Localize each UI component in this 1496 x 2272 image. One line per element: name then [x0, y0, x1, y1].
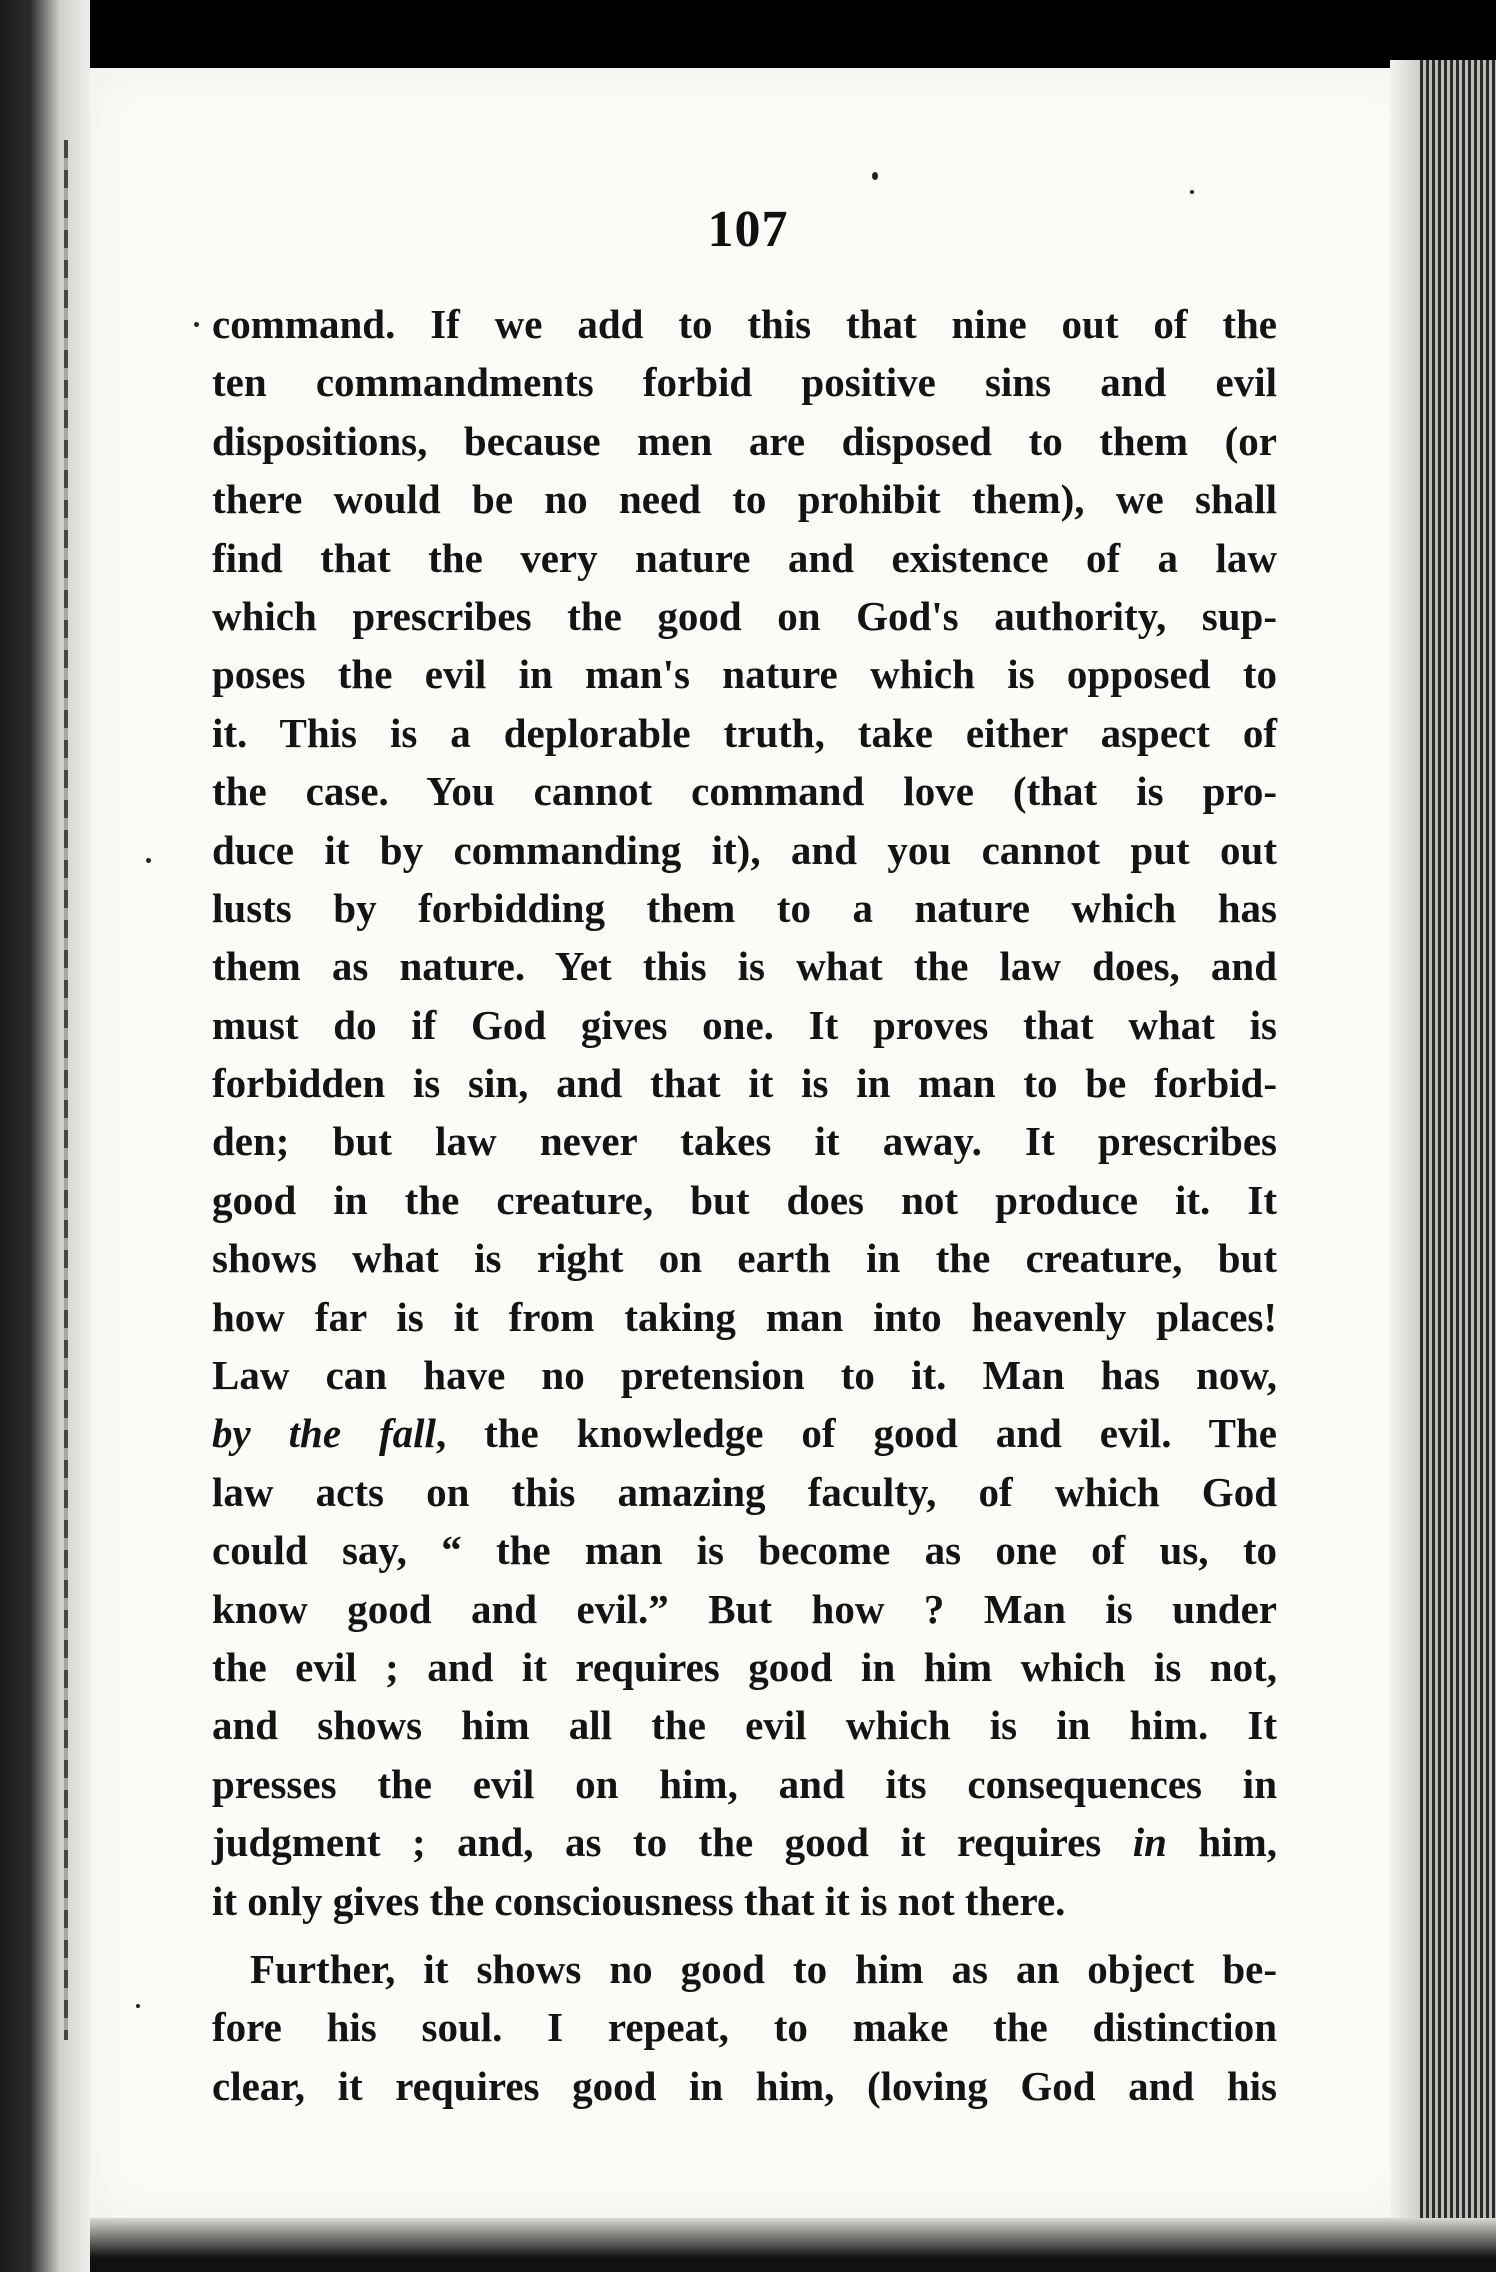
text-run: them as nature. Yet this is what the law does, and: [212, 943, 1277, 990]
text-run: which prescribes the good on God's authority, sup-: [212, 592, 1277, 639]
text-run: Law can have no pretension to it. Man has now,: [212, 1352, 1277, 1399]
text-run: ten commandments forbid positive sins and evil: [212, 359, 1277, 406]
text-line: [212, 1346, 1277, 1404]
italic-text-run: in: [1132, 1819, 1167, 1866]
text-run: him,: [1166, 1819, 1277, 1866]
book-page-stack-edge: [1420, 60, 1496, 2220]
page-curl-shade: [1390, 60, 1420, 2220]
page-body-text: [212, 295, 1277, 2115]
text-line: [212, 821, 1277, 879]
text-line: [212, 1463, 1277, 1521]
text-run: dispositions, because men are disposed to them (or: [212, 417, 1277, 464]
text-run: must do if God gives one. It proves that what is: [212, 1001, 1277, 1048]
ink-speck: [872, 172, 878, 180]
text-line: [212, 1521, 1277, 1579]
text-line: [212, 1998, 1277, 2056]
text-run: poses the evil in man's nature which is opposed to: [212, 651, 1277, 698]
text-run: could say, “ the man is become as one of us, to: [212, 1527, 1277, 1574]
text-run: and shows him all the evil which is in him. It: [212, 1702, 1277, 1749]
text-run: , the knowledge of good and evil. The: [435, 1410, 1277, 1457]
text-run: lusts by forbidding them to a nature which has: [212, 884, 1277, 931]
text-run: find that the very nature and existence of a law: [212, 534, 1277, 581]
text-run: it. This is a deplorable truth, take either aspect of: [212, 709, 1277, 756]
book-bottom-edge: [90, 2218, 1496, 2272]
text-run: Further, it shows no good to him as an object be-: [250, 1945, 1277, 1992]
text-run: shows what is right on earth in the creature, but: [212, 1235, 1277, 1282]
text-run: duce it by commanding it), and you cannot put out: [212, 826, 1277, 873]
text-run: the case. You cannot command love (that is pro-: [212, 768, 1277, 815]
text-line: [212, 1755, 1277, 1813]
ink-speck: [146, 858, 151, 863]
book-left-edge: [0, 0, 90, 2272]
text-line: [212, 1580, 1277, 1638]
italic-text-run: by the fall: [212, 1410, 436, 1457]
text-line: [212, 996, 1277, 1054]
text-line: [212, 1112, 1277, 1170]
text-run: know good and evil.” But how ? Man is under: [212, 1585, 1277, 1632]
text-line: [212, 937, 1277, 995]
ink-speck: [136, 2004, 140, 2008]
text-run: judgment ; and, as to the good it requires: [212, 1819, 1133, 1866]
text-line: [212, 1288, 1277, 1346]
text-line: [212, 1171, 1277, 1229]
text-line: [212, 1638, 1277, 1696]
text-line: [212, 1404, 1277, 1462]
text-line: [212, 762, 1277, 820]
text-line: [212, 1229, 1277, 1287]
text-line: [212, 1940, 1277, 1998]
page-number: 107: [707, 201, 789, 258]
text-line: [212, 412, 1277, 470]
text-line: [212, 879, 1277, 937]
text-run: how far is it from taking man into heavenly places!: [212, 1293, 1277, 1340]
text-line: [212, 645, 1277, 703]
ink-speck: [194, 322, 199, 327]
text-line: [212, 295, 1277, 353]
text-line: [212, 2057, 1277, 2115]
text-line: [212, 353, 1277, 411]
text-line: [212, 470, 1277, 528]
text-run: presses the evil on him, and its consequences in: [212, 1760, 1277, 1807]
text-run: clear, it requires good in him, (loving God and his: [212, 2062, 1277, 2109]
text-line: [212, 1696, 1277, 1754]
text-run: good in the creature, but does not produce it. It: [212, 1176, 1277, 1223]
text-run: den; but law never takes it away. It prescribes: [212, 1118, 1277, 1165]
text-run: the evil ; and it requires good in him which is not,: [212, 1643, 1277, 1690]
text-line: [212, 529, 1277, 587]
text-run: there would be no need to prohibit them), we shall: [212, 476, 1277, 523]
text-run: command. If we add to this that nine out of the: [212, 301, 1277, 347]
book-gutter-shadow: [64, 140, 68, 2040]
text-line: [212, 1813, 1277, 1871]
text-run: forbidden is sin, and that it is in man to be forbid-: [212, 1060, 1277, 1107]
text-line: [212, 1872, 1277, 1930]
text-line: [212, 704, 1277, 762]
text-run: fore his soul. I repeat, to make the distinction: [212, 2004, 1277, 2051]
text-line: [212, 1054, 1277, 1112]
text-line: [212, 587, 1277, 645]
text-run: it only gives the consciousness that it is not there.: [212, 1877, 1066, 1924]
ink-speck: [1190, 190, 1194, 194]
text-run: law acts on this amazing faculty, of which God: [212, 1468, 1277, 1515]
